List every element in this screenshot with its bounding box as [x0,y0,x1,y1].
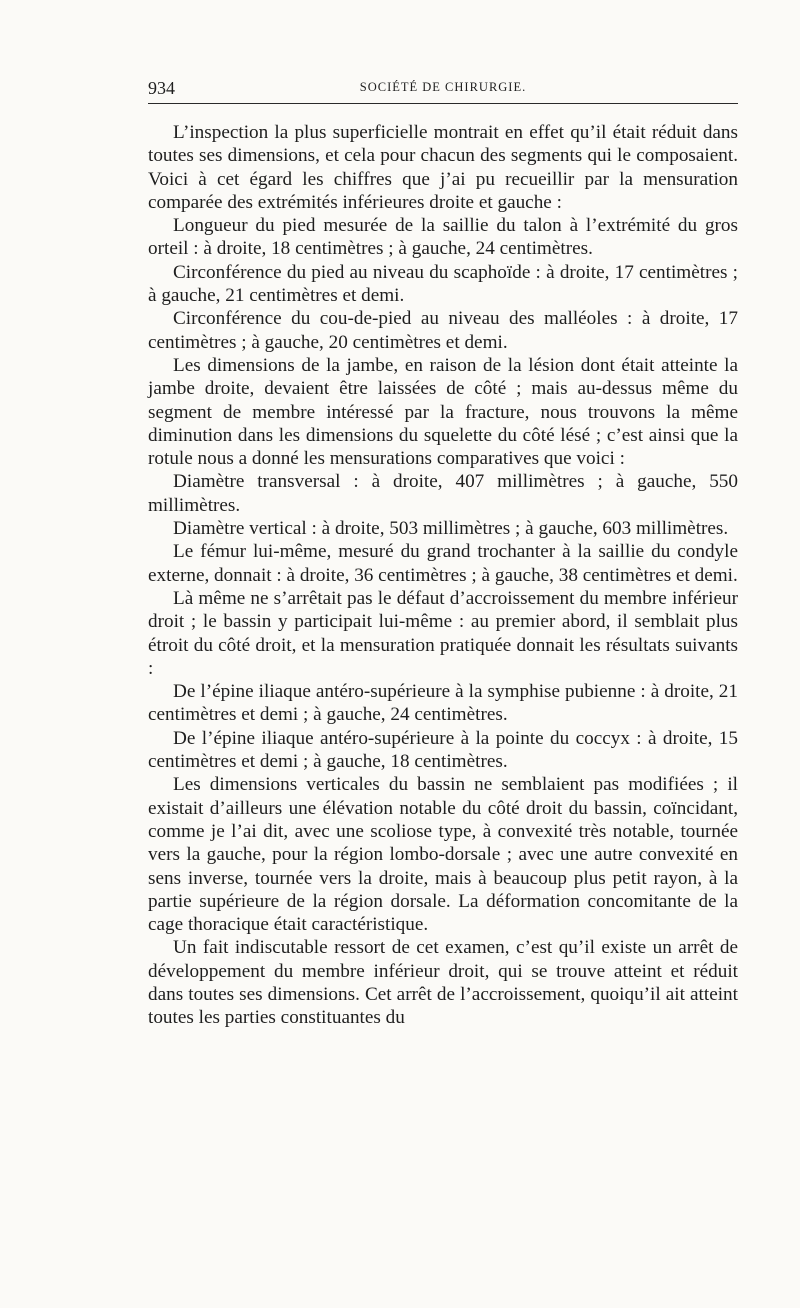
paragraph: Longueur du pied mesurée de la saillie du talon à l’extrémité du gros orteil : à droite, 18 centimètres ; à gauche, 24 centimètres. [148,215,738,260]
body-text [148,121,738,1030]
paragraph: Un fait indiscutable ressort de cet examen, c’est qu’il existe un arrêt de développement du membre inférieur droit, qui se trouve atteint et réduit dans toutes ses dimensions. Cet arrêt de l’accroissement, quoiqu’il ait atteint toutes les parties constituantes du [148,937,738,1029]
paragraph: Diamètre transversal : à droite, 407 millimètres ; à gauche, 550 millimètres. [148,471,738,516]
paragraph: L’inspection la plus superficielle montrait en effet qu’il était réduit dans toutes ses dimensions, et cela pour chacun des segments qui le composaient. Voici à cet égard les chiffres que j’ai pu recueillir par la mensuration comparée des extrémités inférieures droite et gauche : [148,122,738,213]
page-number: 934 [148,78,175,98]
paragraph: Diamètre vertical : à droite, 503 millimètres ; à gauche, 603 millimètres. [173,518,729,540]
paragraph: Les dimensions verticales du bassin ne semblaient pas modifiées ; il existait d’ailleurs une élévation notable du côté droit du bassin, coïncidant, comme je l’ai dit, avec une scoliose type, à convexité très notable, tournée vers la gauche, pour la région lombo-dorsale ; avec une autre convexité en sens inverse, tournée vers la droite, mais à beaucoup plus petit rayon, à la partie supérieure de la région dorsale. La déformation concomitante de la cage thoracique était caractéristique. [148,774,738,936]
header-rule [148,103,738,104]
paragraph: De l’épine iliaque antéro-supérieure à la symphise pubienne : à droite, 21 centimètres et demi ; à gauche, 24 centimètres. [148,681,738,726]
paragraph: Là même ne s’arrêtait pas le défaut d’accroissement du membre inférieur droit ; le bassin y participait lui-même : au premier abord, il semblait plus étroit du côté droit, et la mensuration pratiquée donnait les résultats suivants : [148,587,738,679]
paragraph: Circonférence du cou-de-pied au niveau des malléoles : à droite, 17 centimètres ; à gauche, 20 centimètres et demi. [148,308,738,353]
running-head: SOCIÉTÉ DE CHIRURGIE. [359,80,527,94]
page-header [148,74,738,104]
paragraph: De l’épine iliaque antéro-supérieure à la pointe du coccyx : à droite, 15 centimètres et demi ; à gauche, 18 centimètres. [148,727,738,773]
paragraph: Circonférence du pied au niveau du scaphoïde : à droite, 17 centimètres ; à gauche, 21 centimètres et demi. [148,261,738,307]
paragraph: Le fémur lui-même, mesuré du grand trochanter à la saillie du condyle externe, donnait : à droite, 36 centimètres ; à gauche, 38 centimètres et demi. [148,541,738,586]
paragraph: Les dimensions de la jambe, en raison de la lésion dont était atteinte la jambe droite, devaient être laissées de côté ; mais au-dessus même du segment de membre intéressé par la fracture, nous trouvons la même diminution dans les dimensions du squelette du côté lésé ; c’est ainsi que la rotule nous a donné les mensurations comparatives que voici : [148,354,738,470]
